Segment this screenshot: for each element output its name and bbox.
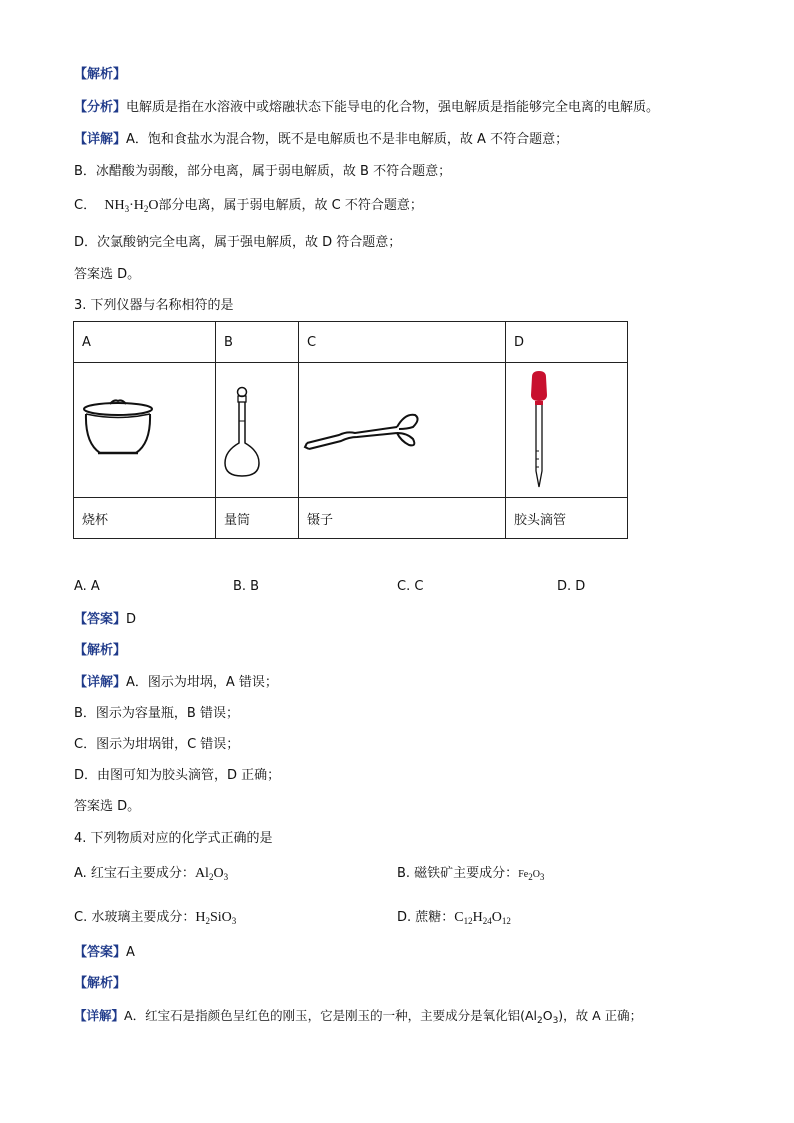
q2-answer: 答案选 D。	[74, 267, 141, 282]
q3-jiexi-heading: 【解析】	[74, 643, 127, 658]
volumetric-flask-icon	[216, 363, 299, 497]
q2-detail-a	[74, 131, 568, 149]
crucible-tongs-icon	[299, 363, 506, 497]
q3-xiangjie-tag: 【详解】	[74, 675, 127, 690]
q2-jiexi-heading: 【解析】	[74, 67, 127, 82]
q4-option-d	[397, 906, 511, 926]
q4-answer-value: A	[126, 945, 135, 960]
q4-jiexi-heading: 【解析】	[74, 976, 127, 991]
q3-option-b: B. B	[233, 579, 260, 594]
q4-option-b-label: B. 磁铁矿主要成分：	[397, 866, 519, 881]
q2-formula-sub1: 3	[124, 204, 130, 214]
q4-stem: 4. 下列物质对应的化学式正确的是	[74, 831, 273, 846]
header-a: A	[74, 322, 216, 363]
q4-option-c	[74, 906, 236, 926]
q3-line-c: C．图示为坩埚钳，C 错误；	[74, 737, 240, 752]
dropper-collar	[535, 401, 543, 405]
q2-xiangjie-tag: 【详解】	[74, 132, 127, 147]
q3-option-a: A. A	[74, 579, 100, 594]
dropper-bulb	[531, 371, 547, 401]
dropper-icon	[506, 363, 628, 497]
q2-line-d: D．次氯酸钠完全电离，属于强电解质，故 D 符合题意；	[74, 235, 402, 250]
q2-nh3h2o-formula	[104, 198, 158, 213]
q4-detail-a	[74, 1007, 642, 1030]
q3-stem: 3. 下列仪器与名称相符的是	[74, 298, 234, 313]
q4-line-a-pre: A．红宝石是指颜色呈红色的刚玉，它是刚玉的一种，主要成分是氧化铝(	[124, 1008, 525, 1023]
name-c: 镊子	[299, 498, 506, 539]
dropper-cell	[506, 363, 628, 498]
q4-option-a-label: A. 红宝石主要成分：	[74, 866, 195, 881]
header-c: C	[299, 322, 506, 363]
q2-formula-part1: NH	[104, 198, 125, 213]
q4-option-b	[397, 862, 544, 882]
q4-option-d-formula: $C_{12}H_{24}O_{12}$	[454, 910, 511, 926]
q4-option-d-label: D. 蔗糖：	[397, 910, 455, 925]
q2-line-a: A．饱和食盐水为混合物，既不是电解质也不是非电解质，故 A 不符合题意；	[126, 132, 569, 147]
name-d: 胶头滴管	[506, 498, 628, 539]
q4-option-c-label: C. 水玻璃主要成分：	[74, 910, 196, 925]
q2-line-b: B．冰醋酸为弱酸，部分电离，属于弱电解质，故 B 不符合题意；	[74, 164, 452, 179]
q4-xiangjie-tag: 【详解】	[74, 1008, 125, 1023]
header-b: B	[216, 322, 299, 363]
q4-line-a-formula: $Al_2O_3$	[524, 1008, 559, 1026]
q2-line-c	[74, 197, 423, 218]
crucible-tongs-cell	[299, 363, 506, 498]
q2-formula-part3: O	[148, 198, 159, 213]
q4-option-c-formula: $H_2SiO_3$	[195, 910, 237, 926]
header-d: D	[506, 322, 628, 363]
q4-option-b-formula: Fe2O3	[518, 869, 545, 882]
q2-formula-part2: ·H	[129, 198, 144, 213]
name-b: 量筒	[216, 498, 299, 539]
q2-line-c-prefix: C．	[74, 198, 97, 213]
crucible-cell	[74, 363, 216, 498]
volumetric-flask-cell	[216, 363, 299, 498]
q2-line-c-suffix: 部分电离，属于弱电解质，故 C 不符合题意；	[158, 198, 423, 213]
q3-final: 答案选 D。	[74, 799, 141, 814]
q4-option-a	[74, 862, 228, 882]
apparatus-table	[73, 321, 628, 539]
q3-answer-tag: 【答案】	[74, 612, 127, 627]
q4-answer-tag: 【答案】	[74, 945, 127, 960]
q2-fenxi-text: 电解质是指在水溶液中或熔融状态下能导电的化合物，强电解质是指能够完全电离的电解质。	[126, 100, 660, 115]
q3-option-c: C. C	[397, 579, 424, 594]
q3-answer-value: D	[126, 612, 137, 627]
q4-answer	[74, 944, 135, 962]
name-a: 烧杯	[74, 498, 216, 539]
q4-option-a-formula: $Al_2O_3$	[194, 866, 229, 882]
q2-formula-sub2: 2	[143, 204, 149, 214]
q2-fenxi-tag: 【分析】	[74, 100, 127, 115]
q3-answer	[74, 611, 136, 629]
q4-line-a-post: )，故 A 正确；	[558, 1008, 643, 1023]
q3-line-b: B．图示为容量瓶，B 错误；	[74, 706, 239, 721]
q3-line-d: D．由图可知为胶头滴管，D 正确；	[74, 768, 281, 783]
q2-analysis	[74, 99, 659, 117]
q3-option-d: D. D	[557, 579, 586, 594]
q3-line-a: A．图示为坩埚，A 错误；	[126, 675, 278, 690]
q3-detail-a	[74, 674, 278, 692]
crucible-icon	[74, 363, 215, 497]
